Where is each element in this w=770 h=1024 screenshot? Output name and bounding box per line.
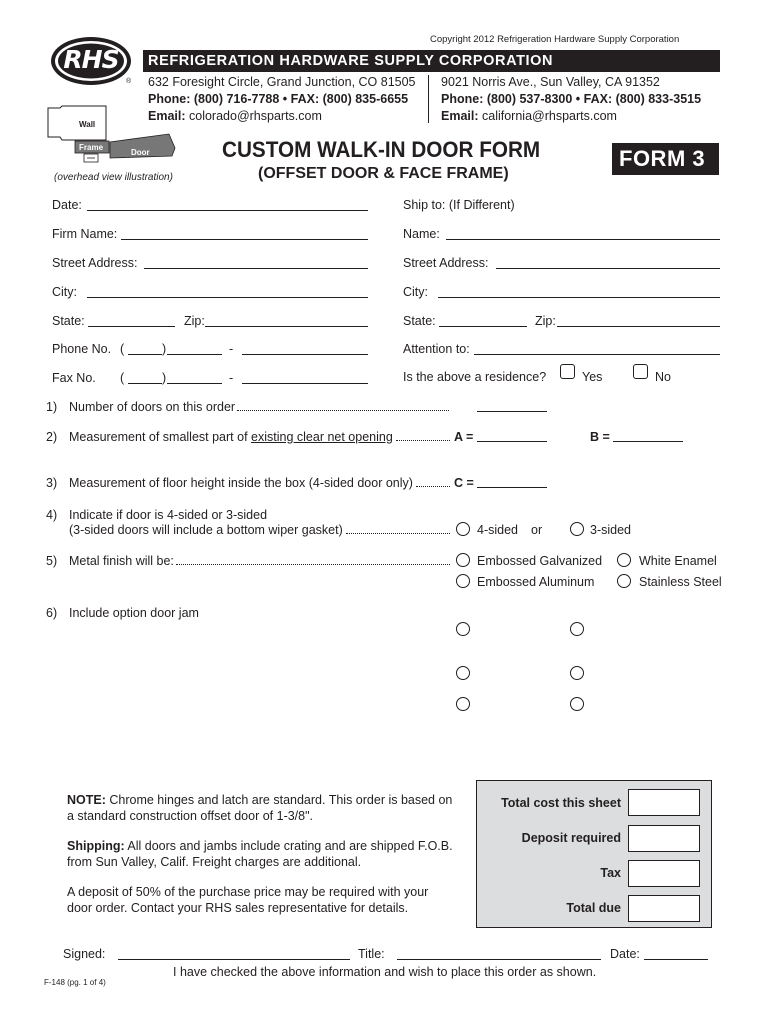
item-4-note: (3-sided doors will include a bottom wiper gasket) <box>69 523 343 537</box>
signature-date-label: Date: <box>610 947 640 961</box>
door-jam-option-radio[interactable] <box>456 666 470 680</box>
title-label: Title: <box>358 947 385 961</box>
overhead-illustration <box>44 104 184 172</box>
form-subtitle: (OFFSET DOOR & FACE FRAME) <box>258 165 509 182</box>
date-label: Date: <box>52 198 82 212</box>
measure-a-field[interactable] <box>477 441 547 442</box>
leader-dots <box>237 410 449 411</box>
date-field[interactable] <box>87 210 368 211</box>
notes-block <box>67 792 467 916</box>
measure-c-field[interactable] <box>477 487 547 488</box>
city-field[interactable] <box>87 297 368 298</box>
note-label: NOTE: <box>67 793 106 807</box>
name-label: Name: <box>403 227 440 241</box>
email-california[interactable]: california@rhsparts.com <box>482 109 617 123</box>
door-jam-option-radio[interactable] <box>570 697 584 711</box>
four-sided-radio[interactable] <box>456 522 470 536</box>
item-2-label <box>69 430 393 444</box>
item-5-number: 5) <box>46 554 58 568</box>
total-cost-sheet-label: Total cost this sheet <box>501 796 621 810</box>
stainless-steel-label: Stainless Steel <box>639 575 722 589</box>
ship-to-label: Ship to: (If Different) <box>403 198 515 212</box>
signed-label: Signed: <box>63 947 106 961</box>
state-field[interactable] <box>88 326 175 327</box>
embossed-galvanized-label: Embossed Galvanized <box>477 554 603 568</box>
ship-city-field[interactable] <box>438 297 720 298</box>
phone-close-paren: ) <box>162 342 167 356</box>
form-badge <box>612 143 719 175</box>
email-label: Email: <box>441 109 479 123</box>
ship-city-label: City: <box>403 285 428 299</box>
door-jam-option-radio[interactable] <box>456 622 470 636</box>
agreement-statement: I have checked the above information and wish to place this order as shown. <box>173 965 597 979</box>
residence-no-checkbox[interactable] <box>633 364 648 379</box>
phone-open-paren: ( <box>120 342 125 356</box>
copyright: Copyright 2012 Refrigeration Hardware Supply Corporation <box>430 34 680 45</box>
fax-open-paren: ( <box>120 371 125 385</box>
ship-name-field[interactable] <box>446 239 720 240</box>
item-2-number: 2) <box>46 430 58 444</box>
wall-label: Wall <box>79 120 96 129</box>
residence-label: Is the above a residence? <box>403 370 547 384</box>
item-1-number: 1) <box>46 400 58 414</box>
fax-close-paren: ) <box>162 371 167 385</box>
stainless-steel-radio[interactable] <box>617 574 631 588</box>
measure-c-label: C = <box>454 476 474 490</box>
fax-label: Fax No. <box>52 371 96 385</box>
ship-zip-label: Zip: <box>535 314 556 328</box>
form-badge-text: FORM 3 <box>619 146 706 171</box>
item-4-number: 4) <box>46 508 58 522</box>
firm-name-label: Firm Name: <box>52 227 118 241</box>
firm-name-field[interactable] <box>121 239 368 240</box>
address-california: 9021 Norris Ave., Sun Valley, CA 91352 <box>441 75 660 89</box>
signature-field[interactable] <box>118 959 350 960</box>
phone-area-code-field[interactable] <box>128 354 162 355</box>
item-3-label: Measurement of floor height inside the box (4-sided door only) <box>69 476 413 490</box>
measure-b-label: B = <box>590 430 610 444</box>
attention-field[interactable] <box>474 354 720 355</box>
logo-text: RHS <box>63 45 119 74</box>
measure-b-field[interactable] <box>613 441 683 442</box>
shipping-text: All doors and jambs include crating and are shipped F.O.B. <box>124 839 453 853</box>
leader-dots <box>176 564 450 565</box>
phone-number-field[interactable] <box>242 354 368 355</box>
item-3-number: 3) <box>46 476 58 490</box>
ship-state-field[interactable] <box>439 326 527 327</box>
illustration-caption: (overhead view illustration) <box>54 172 173 183</box>
door-jam-option-radio[interactable] <box>456 697 470 711</box>
shipping-label: Shipping: <box>67 839 125 853</box>
door-jam-option-radio[interactable] <box>570 666 584 680</box>
total-due-label: Total due <box>566 901 621 915</box>
three-sided-label: 3-sided <box>590 523 631 537</box>
item-2-text: Measurement of smallest part of <box>69 430 252 444</box>
number-of-doors-field[interactable] <box>477 411 547 412</box>
form-code: F-148 (pg. 1 of 4) <box>44 978 106 987</box>
phone-california: Phone: (800) 537-8300 • FAX: (800) 833-3515 <box>441 92 702 106</box>
rhs-logo <box>50 36 136 88</box>
white-enamel-label: White Enamel <box>639 554 717 568</box>
location-divider <box>428 75 429 123</box>
fax-prefix-field[interactable] <box>167 383 222 384</box>
note-text-2: a standard construction offset door of 1-3/8". <box>67 809 314 823</box>
ship-state-label: State: <box>403 314 436 328</box>
address-colorado: 632 Foresight Circle, Grand Junction, CO 81505 <box>148 75 416 89</box>
location-california <box>441 74 701 125</box>
company-name: REFRIGERATION HARDWARE SUPPLY CORPORATION <box>148 53 554 69</box>
embossed-galvanized-radio[interactable] <box>456 553 470 567</box>
leader-dots <box>346 533 450 534</box>
residence-no-label: No <box>655 370 671 384</box>
door-label: Door <box>131 148 150 157</box>
tax-label: Tax <box>600 866 621 880</box>
deposit-required-label: Deposit required <box>521 831 621 845</box>
door-jam-option-radio[interactable] <box>570 622 584 636</box>
cost-summary-box <box>476 780 712 928</box>
street-address-label: Street Address: <box>52 256 138 270</box>
zip-label: Zip: <box>184 314 205 328</box>
fax-area-code-field[interactable] <box>128 383 162 384</box>
four-sided-label: 4-sided <box>477 523 518 537</box>
item-2-underlined: existing clear net opening <box>251 430 393 444</box>
zip-field[interactable] <box>205 326 368 327</box>
form-title: CUSTOM WALK-IN DOOR FORM <box>222 137 541 162</box>
location-colorado <box>148 74 416 125</box>
deposit-text: A deposit of 50% of the purchase price may be required with your <box>67 885 429 899</box>
leader-dots <box>416 486 450 487</box>
or-label: or <box>531 523 543 537</box>
item-1-label: Number of doors on this order <box>69 400 236 414</box>
deposit-required-field[interactable] <box>628 825 700 852</box>
total-due-field[interactable] <box>628 895 700 922</box>
three-sided-radio[interactable] <box>570 522 584 536</box>
residence-yes-checkbox[interactable] <box>560 364 575 379</box>
title-field[interactable] <box>397 959 601 960</box>
embossed-aluminum-label: Embossed Aluminum <box>477 575 595 589</box>
state-label: State: <box>52 314 85 328</box>
city-label: City: <box>52 285 77 299</box>
phone-label: Phone No. <box>52 342 112 356</box>
frame-label: Frame <box>79 143 104 152</box>
item-4-label: Indicate if door is 4-sided or 3-sided <box>69 508 268 522</box>
street-address-field[interactable] <box>144 268 368 269</box>
embossed-aluminum-radio[interactable] <box>456 574 470 588</box>
item-6-number: 6) <box>46 606 58 620</box>
shipping-text-2: from Sun Valley, Calif. Freight charges are additional. <box>67 855 362 869</box>
attention-label: Attention to: <box>403 342 470 356</box>
note-text: Chrome hinges and latch are standard. This order is based on <box>105 793 453 807</box>
fax-number-field[interactable] <box>242 383 368 384</box>
email-colorado[interactable]: colorado@rhsparts.com <box>189 109 322 123</box>
tax-field[interactable] <box>628 860 700 887</box>
white-enamel-radio[interactable] <box>617 553 631 567</box>
measure-a-label: A = <box>454 430 474 444</box>
phone-dash: - <box>229 342 234 356</box>
deposit-text-2: door order. Contact your RHS sales representative for details. <box>67 901 409 915</box>
item-6-label: Include option door jam <box>69 606 199 620</box>
registered-mark: ® <box>126 78 132 85</box>
company-name-bar <box>143 50 720 72</box>
ship-zip-field[interactable] <box>557 326 720 327</box>
leader-dots <box>396 440 450 441</box>
residence-yes-label: Yes <box>582 370 603 384</box>
fax-dash: - <box>229 371 234 385</box>
item-5-label: Metal finish will be: <box>69 554 174 568</box>
total-cost-sheet-field[interactable] <box>628 789 700 816</box>
ship-street-field[interactable] <box>496 268 720 269</box>
signature-date-field[interactable] <box>644 959 708 960</box>
ship-street-label: Street Address: <box>403 256 489 270</box>
email-label: Email: <box>148 109 186 123</box>
phone-colorado: Phone: (800) 716-7788 • FAX: (800) 835-6655 <box>148 92 409 106</box>
phone-prefix-field[interactable] <box>167 354 222 355</box>
